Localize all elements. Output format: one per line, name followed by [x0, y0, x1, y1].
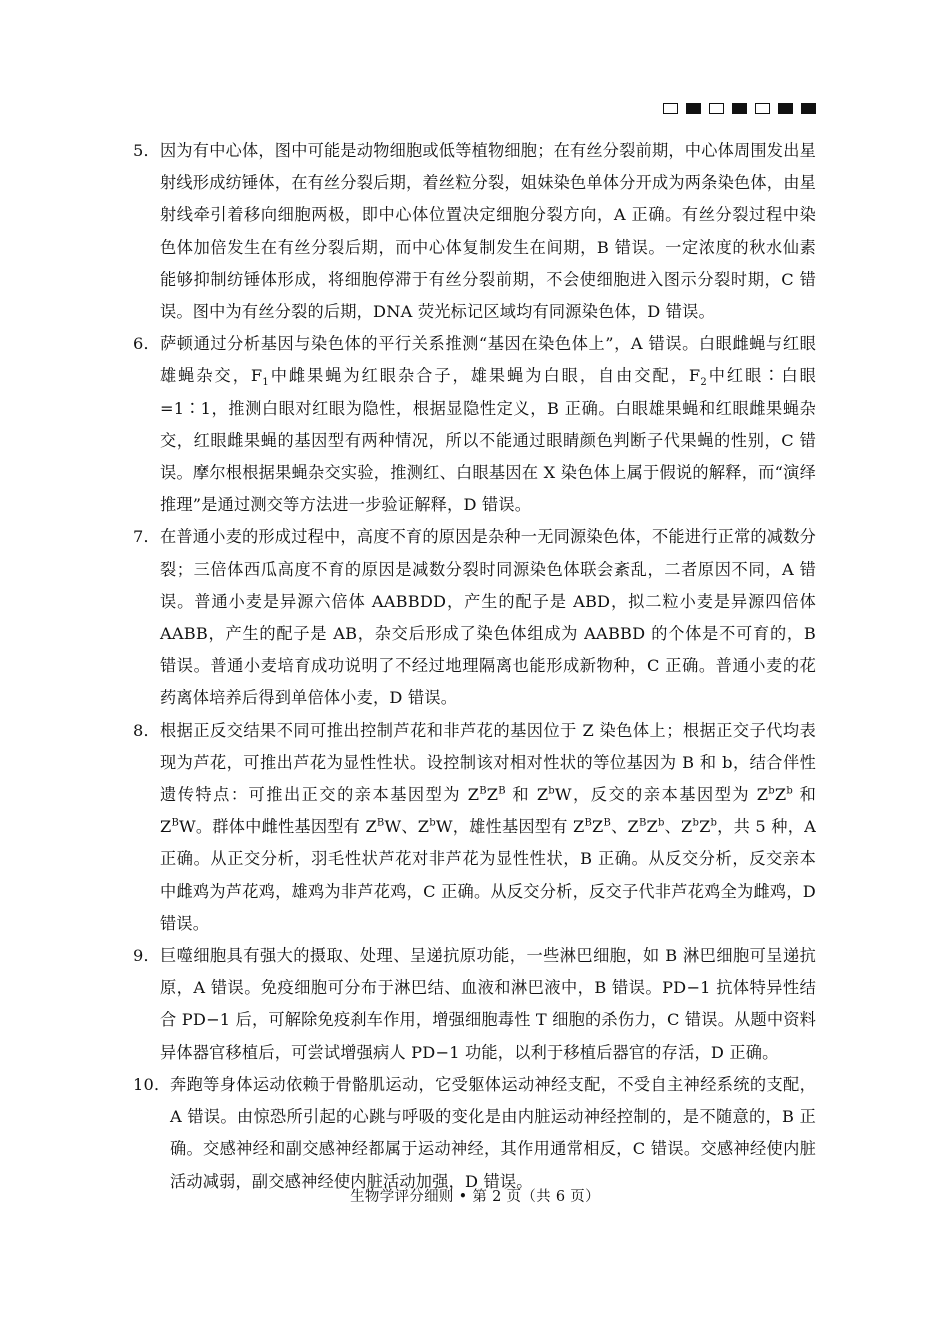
filled-square-icon — [732, 103, 747, 114]
item-number: 9． — [133, 946, 160, 966]
empty-square-icon — [709, 103, 724, 114]
empty-square-icon — [663, 103, 678, 114]
item-number: 10． — [133, 1074, 171, 1094]
item-number: 5． — [133, 141, 160, 160]
item-6 — [133, 328, 816, 521]
item-number: 8． — [133, 720, 160, 740]
page-footer: 生物学评分细则 • 第 2 页（共 6 页） — [350, 1189, 600, 1205]
empty-square-icon — [755, 103, 770, 114]
item-text: 奔跑等身体运动依赖于骨骼肌运动，它受躯体运动神经支配，不受自主神经系统的支配，A 错误。由惊恐所引起的心跳与呼吸的变化是由内脏运动神经控制的，是不随意的，B 正确。交感神经和副交感神经都属于运动神经，其作用通常相反，C 错误。交感神经使内脏活动减弱，副交感神经使内脏活动加强，D 错误。 — [170, 1074, 816, 1191]
item-5 — [133, 135, 816, 328]
item-number: 6． — [133, 334, 160, 354]
answer-explanations — [133, 135, 816, 1198]
item-8 — [133, 715, 816, 940]
filled-square-icon — [778, 103, 793, 114]
item-text: 根据正反交结果不同可推出控制芦花和非芦花的基因位于 Z 染色体上；根据正交子代均表现为芦花，可推出芦花为显性性状。设控制该对相对性状的等位基因为 B 和 b，结合伴性遗传特点：可推出正交的亲本基因型为 $Z^BZ^B$ 和 $Z^bW$，反交的亲本基因型为 $Z^bZ^b$ 和 $Z^BW$。群体中雌性基因型有 $Z^BW$、$Z^bW$，雄性基因型有 $Z^BZ^B$、$Z^BZ^b$、$Z^bZ^b$，共 5 种，A 正确。从正交分析，羽毛性状芦花对非芦花为显性性状，B 正确。从反交分析，反交亲本中雌鸡为芦花鸡，雄鸡为非芦花鸡，C 正确。从反交分析，反交子代非芦花鸡全为雌鸡，D 错误。 — [160, 720, 817, 933]
item-10 — [133, 1069, 816, 1198]
item-text: 巨噬细胞具有强大的摄取、处理、呈递抗原功能，一些淋巴细胞，如 B 淋巴细胞可呈递抗原，A 错误。免疫细胞可分布于淋巴结、血液和淋巴液中，B 错误。PD−1 抗体特异性结合 PD−1 后，可解除免疫刹车作用，增强细胞毒性 T 细胞的杀伤力，C 错误。从题中资料异体器官移植后，可尝试增强病人 PD−1 功能，以利于移植后器官的存活，D 正确。 — [160, 946, 817, 1062]
filled-square-icon — [801, 103, 816, 114]
item-text: 萨顿通过分析基因与染色体的平行关系推测“基因在染色体上”，A 错误。白眼雌蝇与红眼雄蝇杂交，$F_1$中雌果蝇为红眼杂合子，雄果蝇为白眼，自由交配，$F_2$中红眼∶白眼=1∶1，推测白眼对红眼为隐性，根据显隐性定义，B 正确。白眼雄果蝇和红眼雌果蝇杂交，红眼雌果蝇的基因型有两种情况，所以不能通过眼睛颜色判断子代果蝇的性别，C 错误。摩尔根根据果蝇杂交实验，推测红、白眼基因在 X 染色体上属于假说的解释，而“演绎推理”是通过测交等方法进一步验证解释，D 错误。 — [160, 334, 817, 515]
item-text: 在普通小麦的形成过程中，高度不育的原因是杂种一无同源染色体，不能进行正常的减数分裂；三倍体西瓜高度不育的原因是减数分裂时同源染色体联会紊乱，二者原因不同，A 错误。普通小麦是异源六倍体 AABBDD，产生的配子是 ABD，拟二粒小麦是异源四倍体 AABB，产生的配子是 AB，杂交后形成了染色体组成为 AABBD 的个体是不可育的，B 错误。普通小麦培育成功说明了不经过地理隔离也能形成新物种，C 正确。普通小麦的花药离体培养后得到单倍体小麦，D 错误。 — [160, 527, 816, 708]
item-text: 因为有中心体，图中可能是动物细胞或低等植物细胞；在有丝分裂前期，中心体周围发出星射线形成纺锤体，在有丝分裂后期，着丝粒分裂，姐妹染色单体分开成为两条染色体，由星射线牵引着移向细胞两极，即中心体位置决定细胞分裂方向，A 正确。有丝分裂过程中染色体加倍发生在有丝分裂后期，而中心体复制发生在间期，B 错误。一定浓度的秋水仙素能够抑制纺锤体形成，将细胞停滞于有丝分裂前期，不会使细胞进入图示分裂时期，C 错误。图中为有丝分裂的后期，DNA 荧光标记区域均有同源染色体，D 错误。 — [160, 141, 816, 322]
filled-square-icon — [686, 103, 701, 114]
item-number: 7． — [133, 527, 160, 547]
item-9 — [133, 940, 816, 1069]
header-marks — [663, 103, 816, 114]
item-7 — [133, 521, 816, 714]
